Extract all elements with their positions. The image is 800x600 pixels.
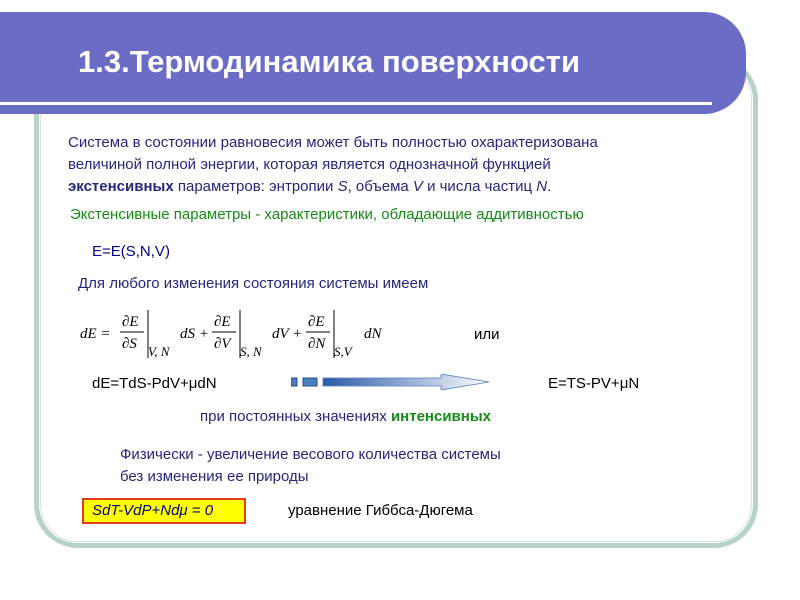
formula-de: dE =: [80, 326, 111, 342]
gibbs-equation-box: [82, 498, 246, 524]
symbol-n: N: [536, 178, 548, 195]
intensive-prefix: при постоянных значениях: [200, 408, 391, 425]
formula-frac1-num: ∂E: [122, 314, 139, 330]
extensive-word: экстенсивных: [68, 178, 174, 195]
symbol-s: S: [337, 178, 348, 195]
intro-line-2: величиной полной энергии, которая является однозначной функцией: [68, 156, 551, 173]
intensive-word: интенсивных: [390, 408, 491, 425]
physical-meaning: [120, 444, 501, 488]
arrow-right-icon: [291, 374, 491, 390]
formula-frac1-den: ∂S: [122, 336, 137, 352]
extensive-definition: Экстенсивные параметры - характеристики, обладающие аддитивностью: [70, 206, 584, 223]
formula-frac2-den: ∂V: [214, 336, 231, 352]
intensive-note: [200, 408, 491, 425]
formula-frac2-num: ∂E: [214, 314, 231, 330]
symbol-v: V: [412, 178, 423, 195]
intro-line-1: Система в состоянии равновесия может быть полностью охарактеризована: [68, 134, 598, 151]
formula-frac3-den: ∂N: [308, 336, 326, 352]
gibbs-equation: SdT-VdP+Ndμ = 0: [92, 502, 214, 519]
intro-paragraph: [68, 132, 728, 198]
title-underline: [0, 102, 712, 105]
intro-text-end: .: [547, 178, 552, 195]
intro-line-3: [68, 176, 728, 198]
intro-text-a: параметров: энтропии: [173, 178, 338, 195]
energy-function: E=E(S,N,V): [92, 243, 170, 260]
gibbs-duhem-label: уравнение Гиббса-Дюгема: [288, 502, 473, 519]
physical-line-2: без изменения ее природы: [120, 468, 309, 485]
formula-dv: dV +: [272, 326, 303, 342]
or-word: или: [474, 326, 500, 343]
integrated-equation: E=TS-PV+μN: [548, 375, 640, 392]
physical-line-1: Физически - увеличение весового количества системы: [120, 446, 501, 463]
formula-ds: dS +: [180, 326, 209, 342]
change-text: Для любого изменения состояния системы имеем: [78, 275, 429, 292]
slide-title: 1.3.Термодинамика поверхности: [78, 44, 581, 79]
formula-dn: dN: [364, 326, 382, 342]
differential-equation: dE=TdS-PdV+μdN: [92, 375, 217, 392]
formula-frac3-num: ∂E: [308, 314, 325, 330]
formula-sub3: S,V: [334, 344, 352, 359]
intro-text-c: и числа частиц: [422, 178, 537, 195]
intro-text-b: , объема: [347, 178, 413, 195]
formula-sub1: V, N: [148, 344, 170, 359]
total-differential-formula: [80, 306, 440, 368]
formula-sub2: S, N: [240, 344, 262, 359]
